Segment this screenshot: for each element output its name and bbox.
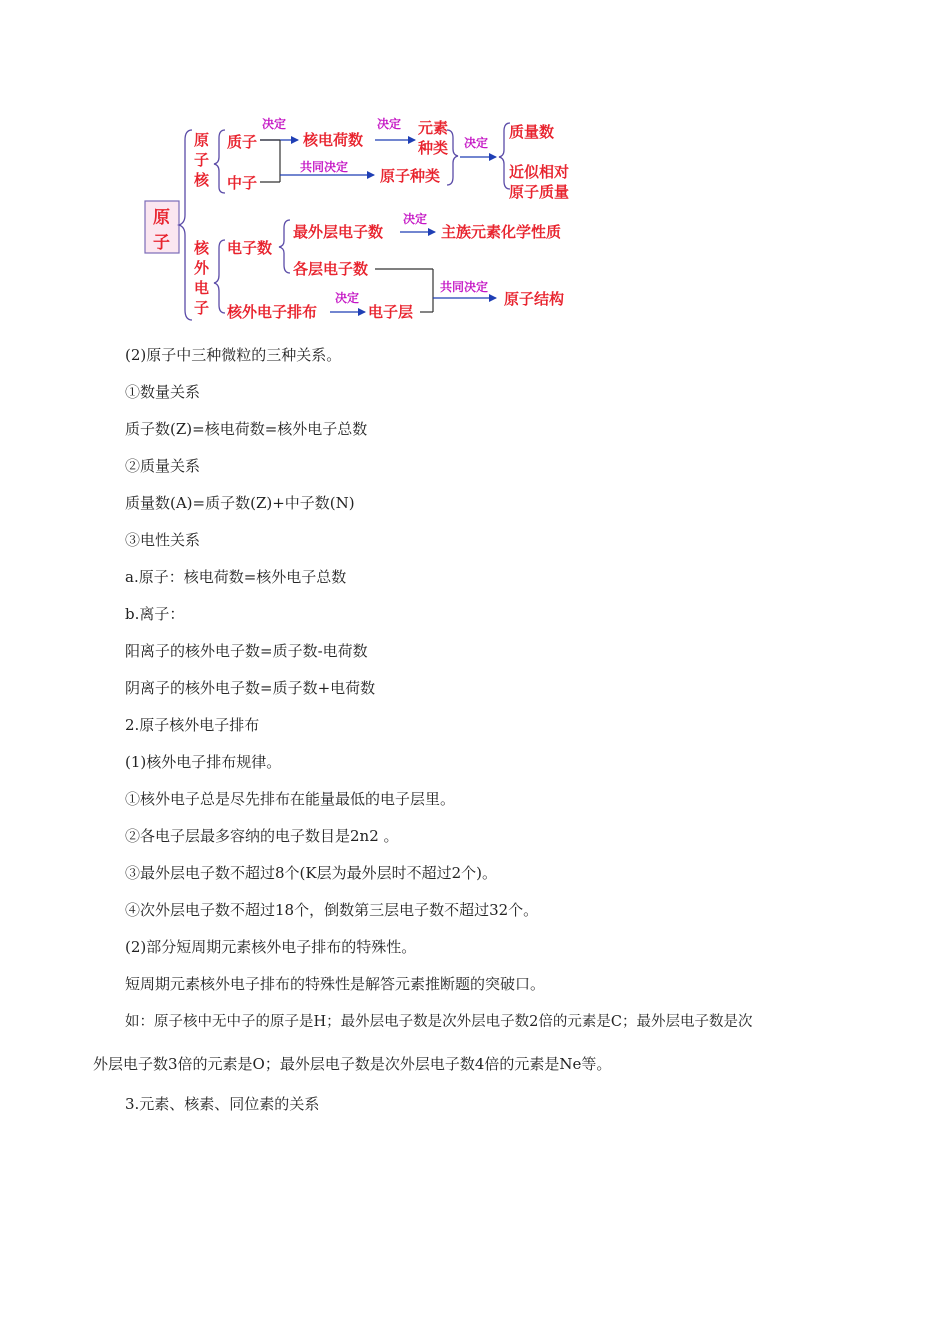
paragraph: ①核外电子总是尽先排布在能量最低的电子层里。 <box>125 790 456 808</box>
paragraph: 质子数(Z)=核电荷数=核外电子总数 <box>125 420 368 438</box>
outer-electrons-label: 最外层电子数 <box>293 223 384 241</box>
paragraph: ①数量关系 <box>125 383 201 401</box>
paragraph: 外层电子数3倍的元素是O；最外层电子数是次外层电子数4倍的元素是Ne等。 <box>93 1055 612 1073</box>
atom-structure-label: 原子结构 <box>504 290 565 308</box>
paragraph: 3.元素、核素、同位素的关系 <box>125 1095 320 1113</box>
electron-brace <box>214 240 225 313</box>
decides-label-1: 决定 <box>262 117 287 131</box>
neutron-label: 中子 <box>227 174 258 192</box>
paragraph: 阳离子的核外电子数=质子数-电荷数 <box>125 642 368 660</box>
paragraph: 阴离子的核外电子数=质子数+电荷数 <box>125 679 376 697</box>
paragraph: 短周期元素核外电子排布的特殊性是解答元素推断题的突破口。 <box>125 975 546 993</box>
proton-label: 质子 <box>227 133 258 151</box>
paragraph: 质量数(A)=质子数(Z)+中子数(N) <box>125 494 355 512</box>
paragraph: (2)部分短周期元素核外电子排布的特殊性。 <box>125 938 417 956</box>
layer-electrons-label: 各层电子数 <box>293 260 369 278</box>
element-type-line1: 元素 <box>418 119 449 137</box>
decides-label-2: 决定 <box>377 117 402 131</box>
paragraph: (1)核外电子排布规律。 <box>125 753 282 771</box>
outside-char-2: 外 <box>194 259 210 277</box>
nucleus-brace <box>214 130 225 193</box>
paragraph: ②各电子层最多容纳的电子数目是2n2 。 <box>125 827 399 845</box>
atom-label-1: 原 <box>153 208 170 228</box>
nucleus-char-2: 子 <box>194 151 210 169</box>
outside-char-4: 子 <box>194 299 210 317</box>
mass-number-label: 质量数 <box>509 123 555 141</box>
paragraph: 如：原子核中无中子的原子是H；最外层电子数是次外层电子数2倍的元素是C；最外层电子数是次 <box>125 1014 753 1030</box>
atom-box-char-2: 子 <box>153 233 170 253</box>
rel-mass-line2: 原子质量 <box>509 183 570 201</box>
decides-label-5: 决定 <box>335 291 360 305</box>
atom-structure-diagram <box>130 105 610 330</box>
nuclear-charge-label: 核电荷数 <box>303 131 364 149</box>
nucleus-char-1: 原 <box>194 131 210 149</box>
paragraph: a.原子：核电荷数=核外电子总数 <box>125 568 347 586</box>
main-group-props-label: 主族元素化学性质 <box>441 223 562 241</box>
jointly-decides-label-2: 共同决定 <box>440 280 489 294</box>
element-type-line2: 种类 <box>418 139 449 157</box>
paragraph: (2)原子中三种微粒的三种关系。 <box>125 346 342 364</box>
electron-shell-label: 电子层 <box>368 303 414 321</box>
arrangement-label: 核外电子排布 <box>227 303 318 321</box>
atom-type-label: 原子种类 <box>380 167 441 185</box>
outside-char-3: 电 <box>194 279 210 297</box>
element-atomtype-brace <box>447 130 458 185</box>
decides-label-3: 决定 <box>464 136 489 150</box>
paragraph: ③电性关系 <box>125 531 201 549</box>
main-brace <box>179 130 192 320</box>
electron-count-label: 电子数 <box>227 239 273 257</box>
paragraph: ③最外层电子数不超过8个(K层为最外层时不超过2个)。 <box>125 864 497 882</box>
jointly-decides-label-1: 共同决定 <box>300 160 349 174</box>
outside-char-1: 核 <box>194 239 210 257</box>
paragraph: 2.原子核外电子排布 <box>125 716 260 734</box>
rel-mass-line1: 近似相对 <box>509 163 570 181</box>
electron-count-brace <box>279 220 290 273</box>
paragraph: b.离子： <box>125 605 185 623</box>
decides-label-4: 决定 <box>403 212 428 226</box>
paragraph: ④次外层电子数不超过18个，倒数第三层电子数不超过32个。 <box>125 901 539 919</box>
nucleus-char-3: 核 <box>194 171 210 189</box>
paragraph: ②质量关系 <box>125 457 201 475</box>
